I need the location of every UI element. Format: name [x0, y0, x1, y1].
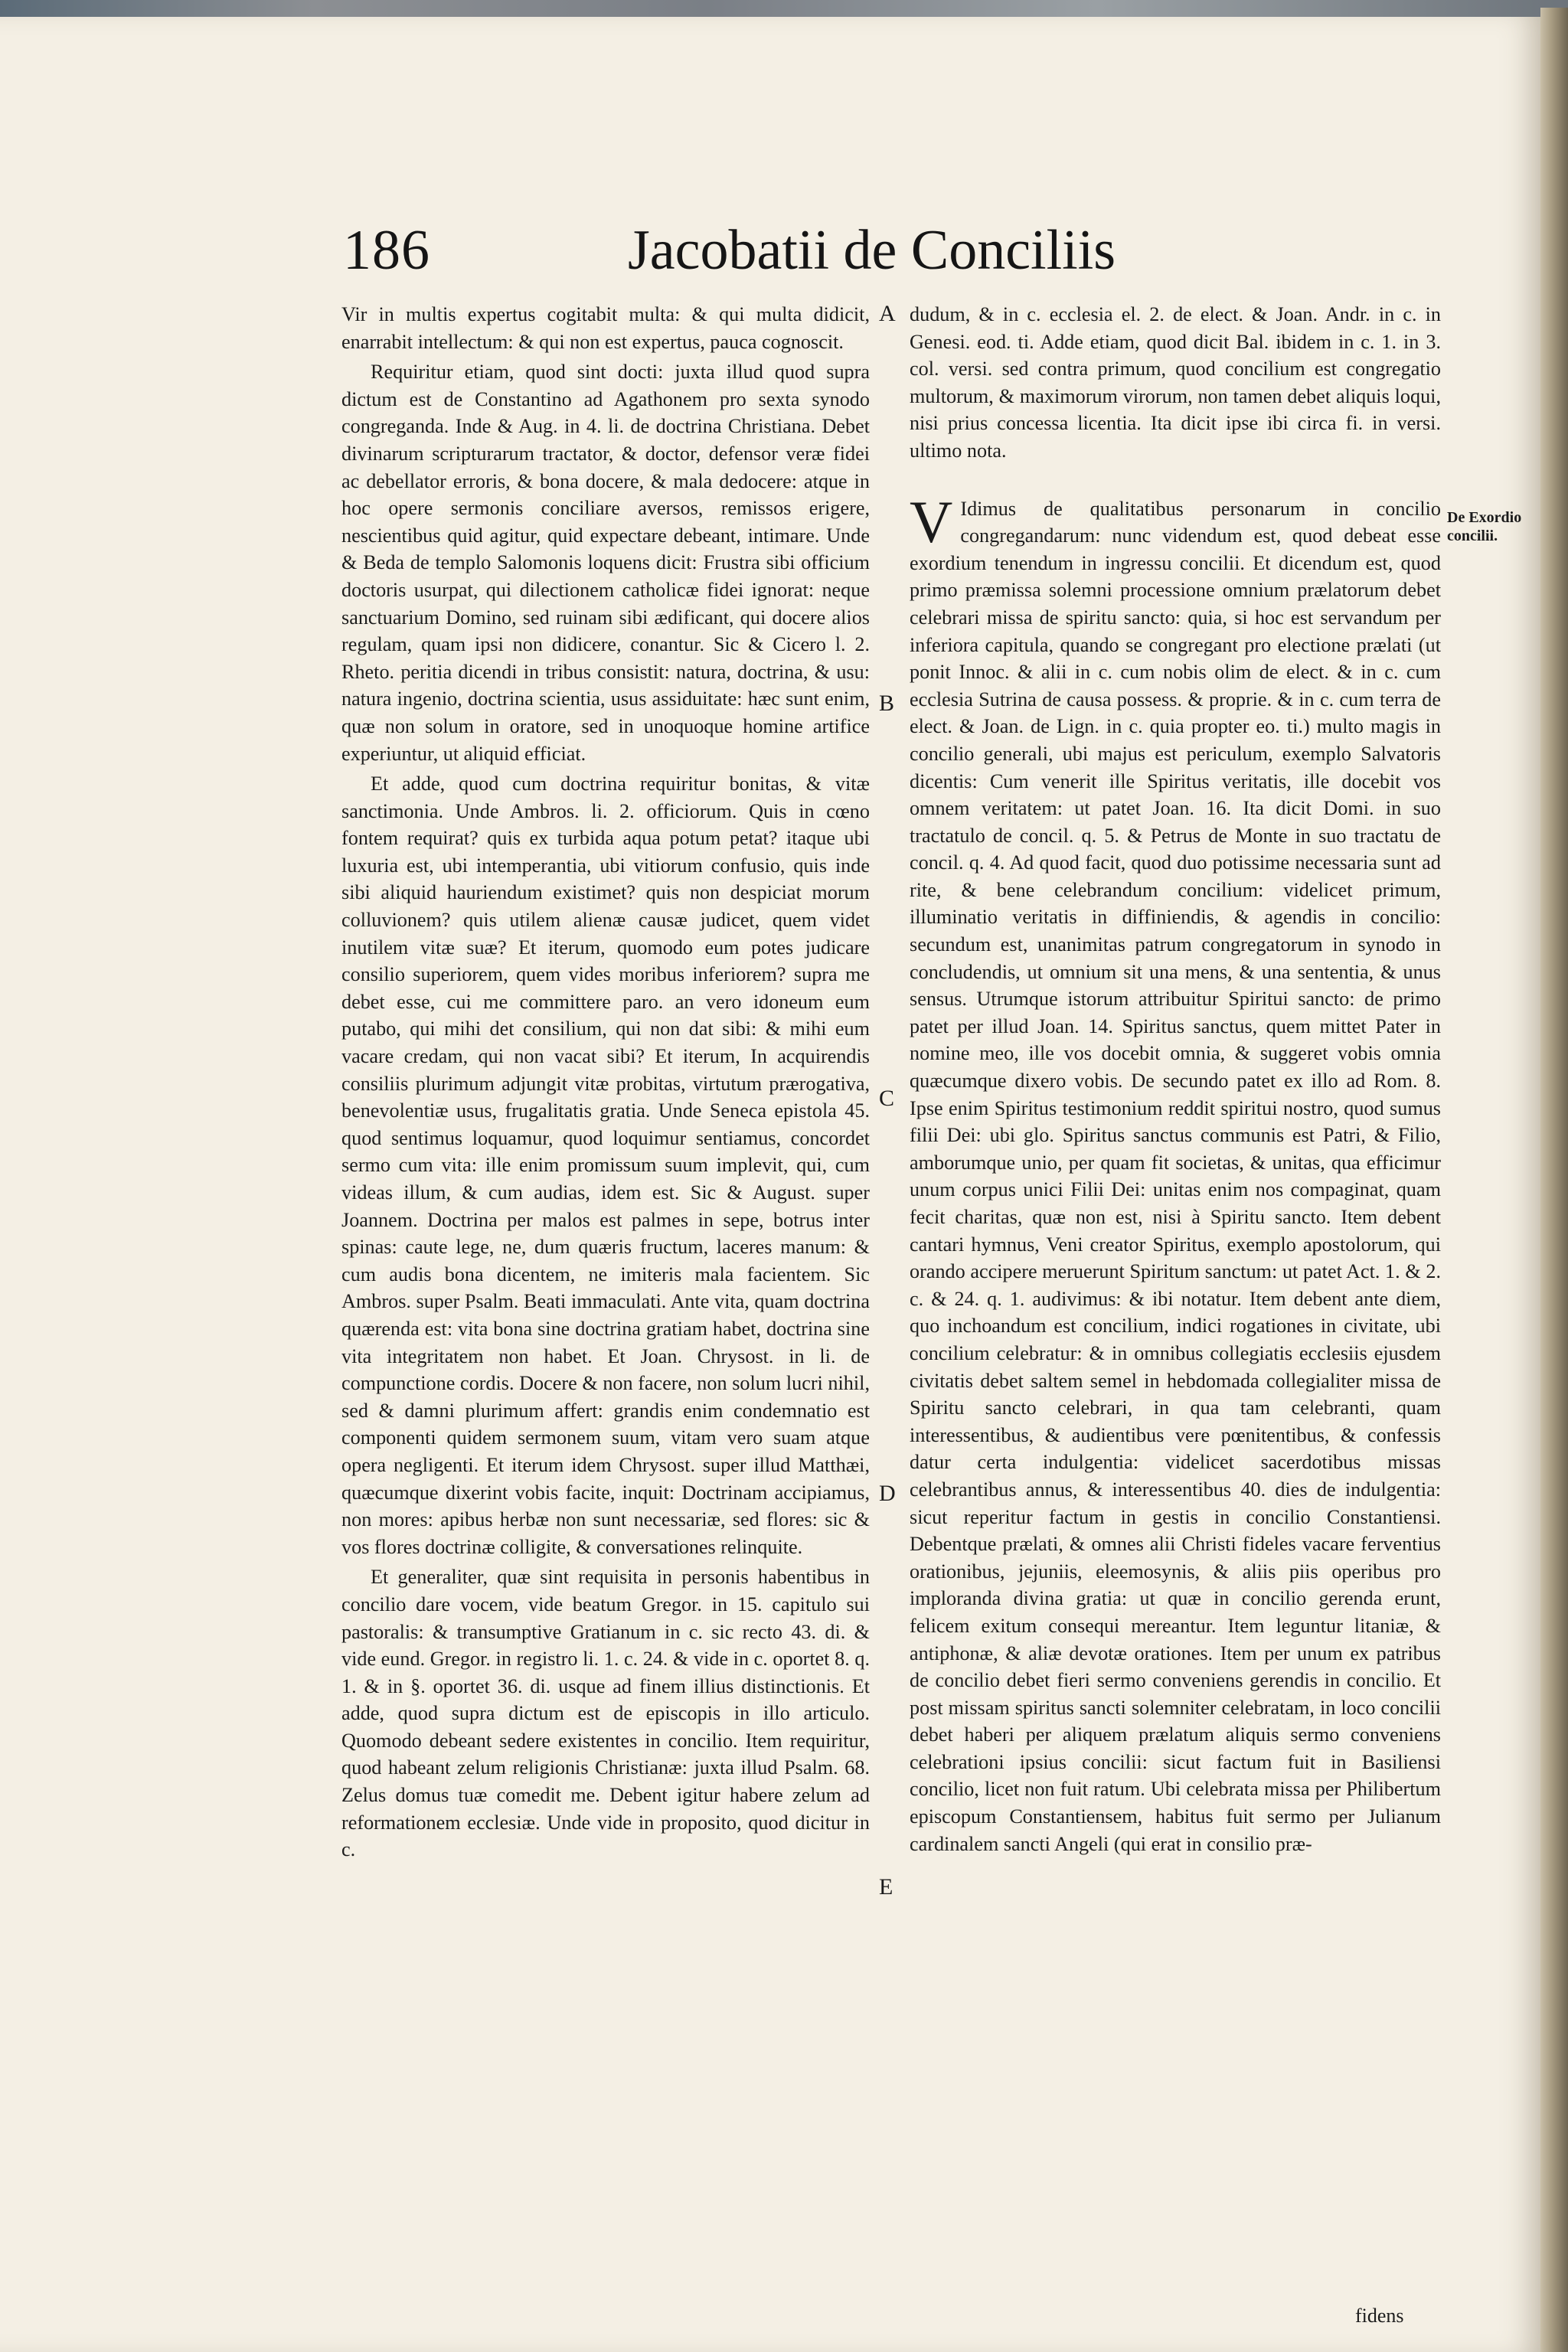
catchword: fidens — [1355, 2305, 1404, 2327]
running-head — [343, 218, 1537, 295]
page-edge — [1540, 8, 1568, 2352]
right-paragraph-main — [910, 488, 1441, 1858]
right-column — [910, 301, 1441, 1860]
page-number: 186 — [343, 219, 430, 282]
margin-marker-b: B — [879, 691, 895, 716]
left-column — [341, 301, 870, 1867]
margin-marker-d: D — [879, 1481, 896, 1506]
right-paragraph-opening: dudum, & in c. ecclesia el. 2. de elect. & Joan. Andr. in c. in Genesi. eod. ti. Adde etiam, quod dicit Bal. ibidem in c. 1. in 3. col. versi. sed contra primum, quod concilium est congregatio multorum, & maximorum virorum, non tamen debet aliquis loqui, nisi prius concessa licentia. Ita dicit ipse ibi circa fi. in versi. ultimo nota. — [910, 303, 1441, 462]
left-paragraph-2: Requiritur etiam, quod sint docti: juxta illud quod supra dictum est de Constantino ad Agathonem pro sexta synodo congreganda. Inde & Aug. in 4. li. de doctrina Christiana. Debet divinarum scripturarum tractator, & doctor, defensor veræ fidei ac debellator erroris, & bona docere, & mala dedocere: atque in hoc opere sermonis conciliare aversos, remissos erigere, nescientibus quid agitur, quid expectare debeant, intimare. Unde & Beda de templo Salomonis loquens dicit: Frustra sibi officium doctoris usurpat, qui dilectionem catholicæ fidei ignorat: neque sanctuarium Domino, sed ruinam sibi ædificant, qui docere alios regulam, quam ipsi non didicere, conantur. Sic & Cicero l. 2. Rheto. peritia dicendi in tribus consistit: natura, doctrina, & usu: natura ingenio, doctrina scientia, usus assiduitate: hæc sunt enim, quæ non solum in oratore, sed in unoquoque homine artifice experiuntur, ut aliquid efficiat. — [341, 361, 870, 765]
margin-marker-c: C — [879, 1086, 895, 1111]
margin-marker-e: E — [879, 1874, 893, 1900]
left-paragraph-3: Et adde, quod cum doctrina requiritur bonitas, & vitæ sanctimonia. Unde Ambros. li. 2. officiorum. Quis in cœno fontem requirat? quis ex turbida aqua potum petat? itaque ubi luxuria est, ubi intemperantia, ubi vitiorum confusio, quis inde sibi aliquid hauriendum existimet? quis non despiciat morum colluvionem? quis utilem alienæ causæ judicet, quem videt inutilem vitæ suæ? Et iterum, quomodo eum potes judicare consilio superiorem, quem vides moribus inferiorem? supra me debet esse, cui me committere paro. an vero idoneum eum putabo, qui mihi det consilium, qui non dat sibi: & mihi eum vacare credam, qui non vacat sibi? Et iterum, In acquirendis consiliis plurimum adjungit vitæ probitas, virtutum prærogativa, benevolentiæ usus, frugalitatis gratia. Unde Seneca epistola 45. quod sentimus loquamur, quod loquimur sentiamus, concordet sermo cum vita: ille enim promissum suum implevit, qui, cum videas illum, & cum audias, idem est. Sic & August. super Joannem. Doctrina per malos est palmes in sepe, botrus inter spinas: caute lege, ne, dum quæris fructum, laceres manum: & cum audis bona dicentem, ne imiteris mala facientem. Sic Ambros. super Psalm. Beati immaculati. Ante vita, quam doctrina quærenda est: vita bona sine doctrina gratiam habet, doctrina sine vita integritatem non habet. Et Joan. Chrysost. in li. de compunctione cordis. Docere & non facere, non solum lucri nihil, sed & damni plurimum affert: grandis enim condemnatio est componenti quidem sermonem suum, vitam vero suam atque opera negligenti. Et iterum idem Chrysost. super illud Matthæi, quæcumque dixerint vobis facite, inquit: Doctrinam accipiamus, non mores: apibus herbæ non sunt necessariæ, sed flores: sic & vos flores doctrinæ colligite, & conversationes relinquite. — [341, 773, 870, 1558]
side-note-line-1: De Exordio — [1447, 509, 1522, 526]
side-note-line-2: concilii. — [1447, 528, 1498, 544]
left-paragraph-4: Et generaliter, quæ sint requisita in personis habentibus in concilio dare vocem, vide beatum Gregor. in 15. capitulo sui pastoralis: & transumptive Gratianum in c. sic recto 43. di. & vide eund. Gregor. in registro li. 1. c. 24. & vide in c. oportet 8. q. 1. & in §. oportet 36. di. usque ad finem illius distinctionis. Et adde, quod supra dictum est de episcopis in illo articulo. Quomodo debeant sedere existentes in concilio. Item requiritur, quod habeant zelum religionis Christianæ: juxta illud Psalm. 68. Zelus domus tuæ comedit me. Debent igitur habere zelum ad reformationem ecclesiæ. Unde vide in proposito, quod dicitur in c. — [341, 1566, 870, 1861]
margin-marker-a: A — [879, 301, 896, 326]
right-paragraph-body: Idimus de qualitatibus personarum in concilio congregandarum: nunc videndum est, quod debeat esse exordium tenendum in ingressu concilii. Et dicendum est, quod primo præmissa solemni processione omnium prælatorum debet celebrari missa de spiritu sancto: quia, si hoc est servandum per inferiora capitula, quando se congregant pro electione prælati (ut ponit Innoc. & alii in c. cum nobis olim de elect. & in c. cum ecclesia Sutrina de causa possess. & proprie. & in c. cum terra de elect. & Joan. de Lign. in c. quia propter eo. ti.) multo magis in concilio generali, ubi majus est periculum, exemplo Salvatoris dicentis: Cum venerit ille Spiritus veritatis, ille docebit vos omnem veritatem: ut patet Joan. 16. Ita dicit Domi. in suo tractatulo de concil. q. 5. & Petrus de Monte in suo tractatu de concil. q. 4. Ad quod facit, quod duo potissime necessaria sunt ad rite, & bene celebrandum concilium: videlicet primum, illuminatio veritatis in diffiniendis, & agendis in concilio: secundum est, unanimitas patrum congregatorum in synodo in concludendis, ut omnium sit una mens, & una sententia, & unus sensus. Utrumque istorum attribuitur Spiritui sancto: de primo patet per illud Joan. 14. Spiritus sanctus, quem mittet Pater in nomine meo, ille vos docebit omnia, & suggeret vobis omnia quæcumque dixero vobis. De secundo patet ex illo ad Rom. 8. Ipse enim Spiritus testimonium reddit spiritui nostro, quod sumus filii Dei: ubi glo. Spiritus sanctus communis est Patri, & Filio, amborumque unio, per quam fit societas, & unitas, qua efficimur unum corpus unici Filii Dei: unitas enim nos compaginat, quam fecit charitas, quæ non est, nisi à Spiritu sancto. Item debent cantari hymnus, Veni creator Spiritus, exemplo apostolorum, qui orando accipere meruerunt Spiritum sanctum: ut patet Act. 1. & 2. c. & 24. q. 1. audivimus: & ibi notatur. Item debent ante diem, quo inchoandum est concilium, indici rogationes in civitate, ubi concilium celebratur: & in omnibus collegiatis ecclesiis ejusdem civitatis debet saltem semel in hebdomada collegialiter missa de Spiritu sancto celebrari, in qua tam celebranti, quam interessentibus, & audientibus vere pœnitentibus, & confessis datur certa indulgentia: videlicet sacerdotibus missas celebrantibus annus, & interessentibus 40. dies de indulgentia: sicut reperitur factum in gestis in concilio Constantiensi. Debentque prælati, & omnes alii Christi fideles vacare ferventius orationibus, jejuniis, eleemosynis, & aliis piis operibus pro imploranda divina gratia: ut quæ in concilio gerenda erunt, felicem exitum consequi mereantur. Item leguntur litaniæ, & antiphonæ, & aliæ devotæ orationes. Item per unum ex patribus de concilio debet fieri sermo conveniens gerendis in concilio. Et post missam spiritus sancti solemniter celebratam, in loco concilii debet haberi per aliquem prælatum aliquis sermo conveniens celebrationi ipsius concilii: sicut factum fuit in Basiliensi concilio, licet non fuit ratum. Ubi celebrata missa per Philibertum episcopum Constantiensem, habitus fuit sermo per Julianum cardinalem sancti Angeli (qui erat in consilio præ- — [910, 497, 1441, 1855]
running-title: Jacobatii de Conciliis — [628, 219, 1116, 282]
drop-cap: V — [910, 488, 953, 555]
left-paragraph-1: Vir in multis expertus cogitabit multa: & qui multa didicit, enarrabit intellectum: & qui non est expertus, pauca cognoscit. — [341, 303, 870, 353]
side-note — [1447, 508, 1539, 545]
